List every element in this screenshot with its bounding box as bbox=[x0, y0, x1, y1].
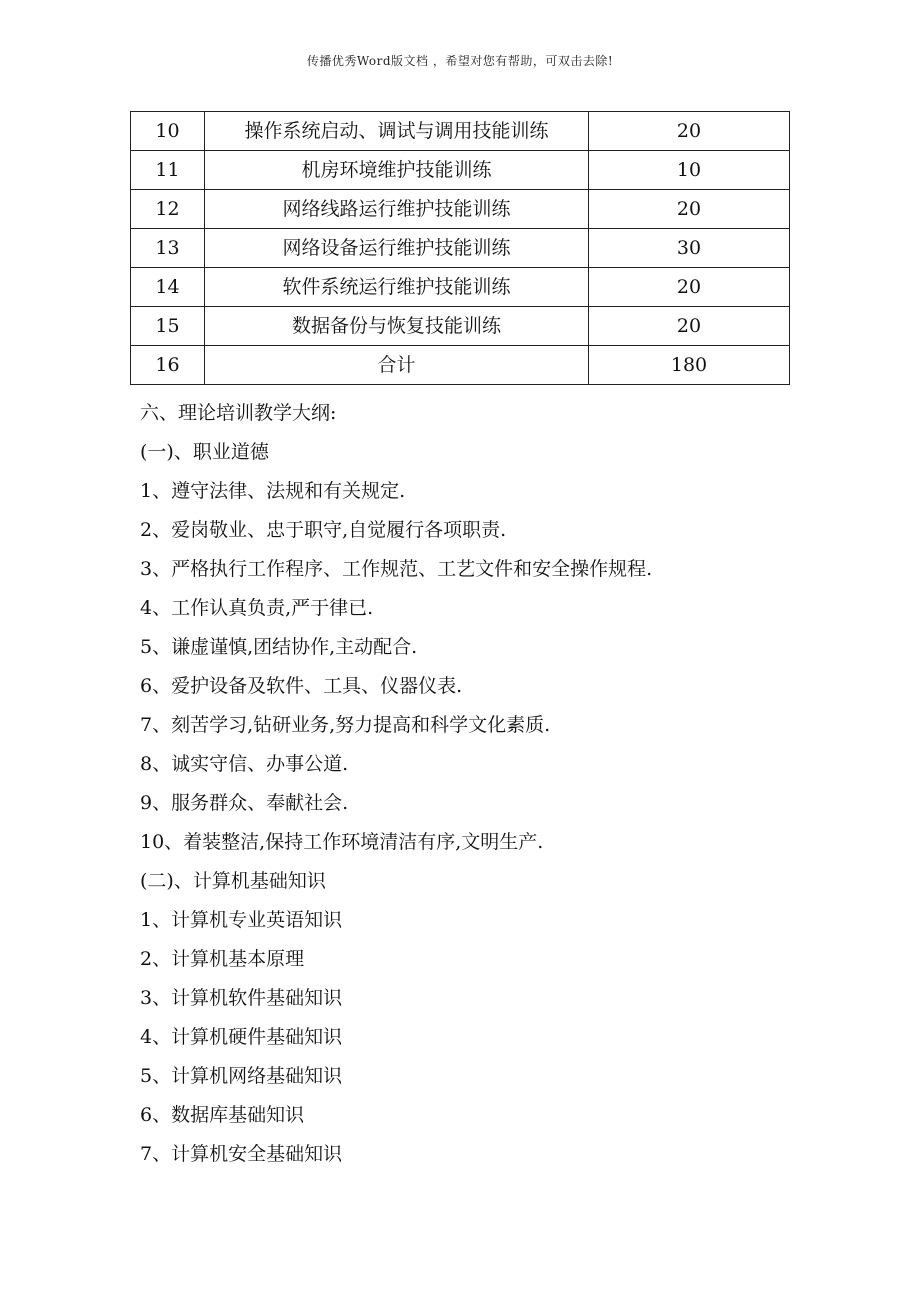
total-hours-cell: 180 bbox=[589, 346, 790, 385]
table-row bbox=[131, 190, 790, 229]
training-item-cell: 机房环境维护技能训练 bbox=[205, 151, 589, 190]
list-item: 2、爱岗敬业、忠于职守,自觉履行各项职责. bbox=[140, 519, 507, 541]
row-number-cell: 13 bbox=[131, 229, 205, 268]
header-note: 传播优秀Word版文档 ，希望对您有帮助，可双击去除! bbox=[306, 54, 614, 68]
training-item-cell: 数据备份与恢复技能训练 bbox=[205, 307, 589, 346]
row-number-cell: 12 bbox=[131, 190, 205, 229]
section-title: 六、理论培训教学大纲: bbox=[140, 402, 337, 424]
list-item: 5、谦虚谨慎,团结协作,主动配合. bbox=[140, 636, 418, 658]
hours-cell: 20 bbox=[589, 307, 790, 346]
list-item: 9、服务群众、奉献社会. bbox=[140, 792, 349, 814]
table-row bbox=[131, 268, 790, 307]
training-item-cell: 网络线路运行维护技能训练 bbox=[205, 190, 589, 229]
training-item-cell: 网络设备运行维护技能训练 bbox=[205, 229, 589, 268]
table-row bbox=[131, 112, 790, 151]
training-item-cell: 软件系统运行维护技能训练 bbox=[205, 268, 589, 307]
list-item: 6、数据库基础知识 bbox=[140, 1104, 305, 1126]
list-item: 6、爱护设备及软件、工具、仪器仪表. bbox=[140, 675, 463, 697]
list-item: 3、计算机软件基础知识 bbox=[140, 987, 343, 1009]
list-item: 8、诚实守信、办事公道. bbox=[140, 753, 349, 775]
list-item: 2、计算机基本原理 bbox=[140, 948, 305, 970]
list-item: 7、刻苦学习,钻研业务,努力提高和科学文化素质. bbox=[140, 714, 551, 736]
part-heading-ethics: (一)、职业道德 bbox=[140, 441, 269, 463]
row-number-cell: 10 bbox=[131, 112, 205, 151]
hours-cell: 20 bbox=[589, 190, 790, 229]
list-item: 5、计算机网络基础知识 bbox=[140, 1065, 343, 1087]
syllabus-content bbox=[140, 394, 840, 1174]
part-heading-computer-basics: (二)、计算机基础知识 bbox=[140, 870, 326, 892]
training-hours-table bbox=[130, 111, 790, 385]
table-row bbox=[131, 307, 790, 346]
table-row bbox=[131, 151, 790, 190]
hours-cell: 30 bbox=[589, 229, 790, 268]
row-number-cell: 15 bbox=[131, 307, 205, 346]
list-item: 4、工作认真负责,严于律已. bbox=[140, 597, 374, 619]
hours-cell: 20 bbox=[589, 112, 790, 151]
table-row-total bbox=[131, 346, 790, 385]
list-item: 10、着装整洁,保持工作环境清洁有序,文明生产. bbox=[140, 831, 544, 853]
list-item: 1、遵守法律、法规和有关规定. bbox=[140, 480, 406, 502]
hours-cell: 20 bbox=[589, 268, 790, 307]
list-item: 3、严格执行工作程序、工作规范、工艺文件和安全操作规程. bbox=[140, 558, 653, 580]
training-item-cell: 操作系统启动、调试与调用技能训练 bbox=[205, 112, 589, 151]
list-item: 1、计算机专业英语知识 bbox=[140, 909, 343, 931]
row-number-cell: 11 bbox=[131, 151, 205, 190]
list-item: 7、计算机安全基础知识 bbox=[140, 1143, 343, 1165]
total-label-cell: 合计 bbox=[205, 346, 589, 385]
hours-cell: 10 bbox=[589, 151, 790, 190]
row-number-cell: 16 bbox=[131, 346, 205, 385]
list-item: 4、计算机硬件基础知识 bbox=[140, 1026, 343, 1048]
row-number-cell: 14 bbox=[131, 268, 205, 307]
table-row bbox=[131, 229, 790, 268]
